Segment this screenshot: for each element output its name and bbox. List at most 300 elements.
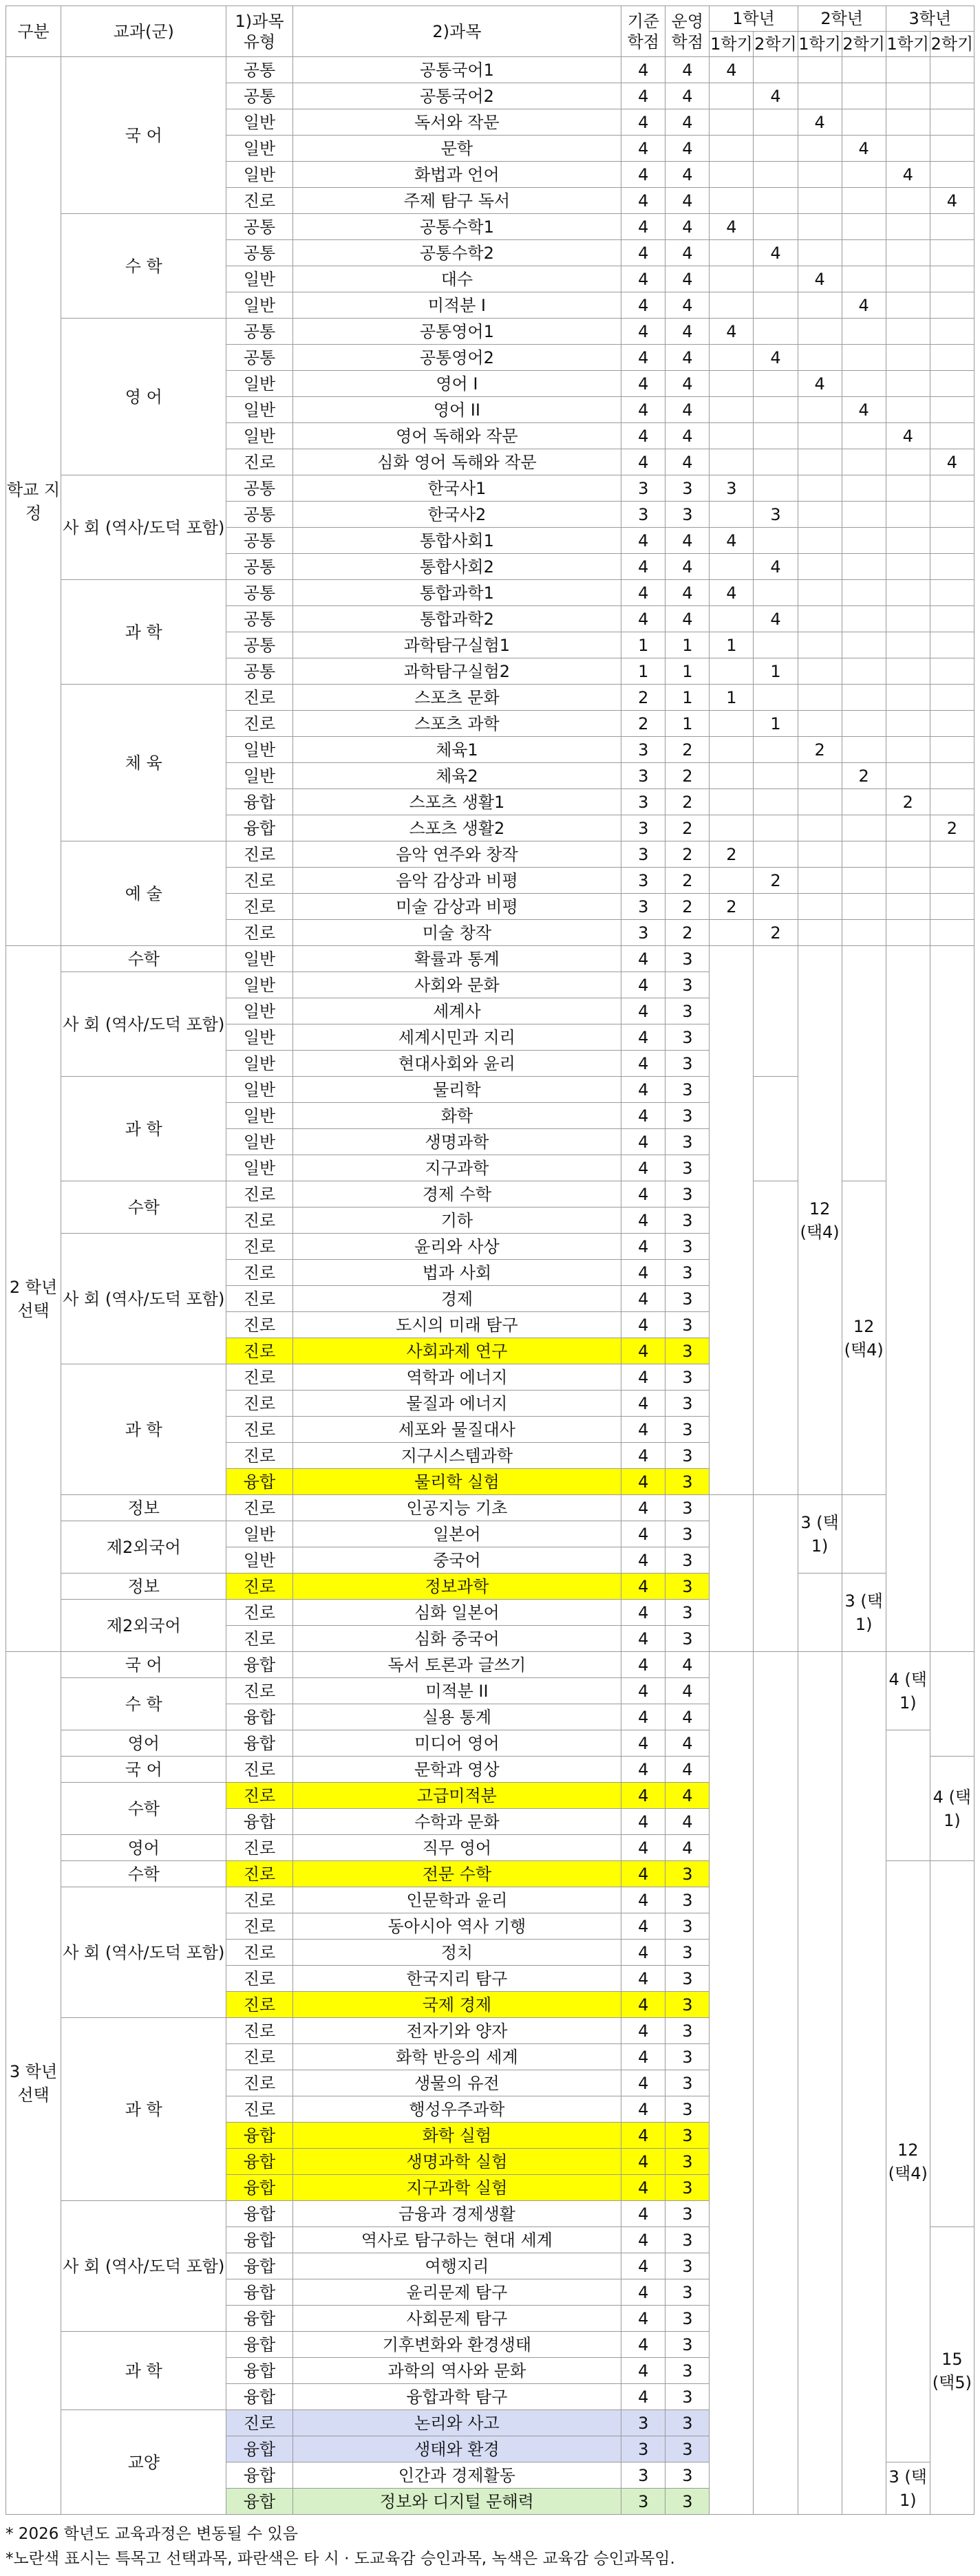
base-credit: 4	[621, 449, 665, 475]
base-credit: 4	[621, 2070, 665, 2096]
table-row	[6, 946, 974, 972]
subject-type: 일반	[226, 1024, 292, 1051]
semester-credit	[842, 528, 886, 554]
subject-group: 정보	[61, 1495, 226, 1521]
base-credit: 4	[621, 1600, 665, 1626]
base-credit: 4	[621, 606, 665, 632]
header-year2: 2학년	[798, 6, 886, 32]
subject-type: 진로	[226, 1913, 292, 1940]
base-credit: 4	[621, 1887, 665, 1913]
subject-type: 진로	[226, 1966, 292, 1992]
subject-group: 정보	[61, 1574, 226, 1600]
subject-group: 사 회 (역사/도덕 포함)	[61, 1234, 226, 1364]
semester-credit	[798, 449, 842, 475]
operating-credit: 1	[665, 658, 710, 685]
subject-type: 진로	[226, 1626, 292, 1652]
subject-type: 일반	[226, 1051, 292, 1077]
semester-credit	[798, 841, 842, 868]
subject-type: 융합	[226, 2436, 292, 2462]
subject-group: 과 학	[61, 1364, 226, 1495]
header-year3: 3학년	[886, 6, 974, 32]
semester-block	[886, 946, 930, 1652]
table-row	[6, 580, 974, 606]
subject-name: 공통영어1	[292, 319, 621, 345]
base-credit: 4	[621, 1809, 665, 1835]
subject-type: 진로	[226, 1338, 292, 1364]
semester-credit	[930, 214, 974, 240]
subject-group: 과 학	[61, 2332, 226, 2410]
base-credit: 4	[621, 2149, 665, 2175]
semester-credit: 4	[754, 83, 798, 109]
semester-credit	[710, 371, 754, 397]
semester-credit	[754, 371, 798, 397]
subject-type: 융합	[226, 1469, 292, 1495]
semester-credit	[886, 449, 930, 475]
base-credit: 4	[621, 1992, 665, 2018]
base-credit: 4	[621, 554, 665, 580]
semester-credit	[886, 528, 930, 554]
operating-credit: 2	[665, 841, 710, 868]
semester-credit	[886, 397, 930, 423]
semester-credit	[842, 371, 886, 397]
base-credit: 4	[621, 1077, 665, 1103]
operating-credit: 3	[665, 1417, 710, 1443]
subject-type: 융합	[226, 1652, 292, 1678]
semester-credit	[842, 345, 886, 371]
subject-name: 정보와 디지털 문해력	[292, 2489, 621, 2515]
base-credit: 2	[621, 685, 665, 711]
subject-name: 금융과 경제생활	[292, 2201, 621, 2227]
semester-block	[930, 946, 974, 1652]
semester-credit	[754, 292, 798, 319]
base-credit: 2	[621, 711, 665, 737]
subject-type: 공통	[226, 214, 292, 240]
subject-name: 생태와 환경	[292, 2436, 621, 2462]
subject-type: 융합	[226, 2253, 292, 2279]
semester-credit	[798, 188, 842, 214]
semester-credit	[798, 789, 842, 815]
operating-credit: 3	[665, 1940, 710, 1966]
base-credit: 4	[621, 1208, 665, 1234]
semester-credit	[930, 319, 974, 345]
semester-credit	[930, 162, 974, 188]
base-credit: 4	[621, 2096, 665, 2123]
subject-group: 국 어	[61, 57, 226, 214]
header-type: 1)과목 유형	[226, 6, 292, 57]
semester-credit	[754, 475, 798, 502]
semester-credit	[798, 528, 842, 554]
subject-group: 사 회 (역사/도덕 포함)	[61, 972, 226, 1077]
semester-credit	[886, 475, 930, 502]
subject-type: 일반	[226, 946, 292, 972]
semester-credit	[930, 554, 974, 580]
semester-credit	[842, 711, 886, 737]
subject-type: 진로	[226, 920, 292, 946]
subject-type: 진로	[226, 2018, 292, 2044]
semester-credit	[842, 554, 886, 580]
subject-type: 융합	[226, 2332, 292, 2358]
subject-name: 역사로 탐구하는 현대 세계	[292, 2227, 621, 2253]
subject-type: 융합	[226, 1809, 292, 1835]
semester-credit: 3	[754, 502, 798, 528]
subject-type: 진로	[226, 1835, 292, 1861]
operating-credit: 2	[665, 789, 710, 815]
operating-credit: 3	[665, 1443, 710, 1469]
operating-credit: 4	[665, 528, 710, 554]
base-credit: 3	[621, 868, 665, 894]
operating-credit: 3	[665, 2175, 710, 2201]
operating-credit: 3	[665, 1887, 710, 1913]
semester-block	[798, 1574, 842, 1652]
subject-type: 일반	[226, 371, 292, 397]
base-credit: 4	[621, 1103, 665, 1129]
semester-credit	[930, 266, 974, 292]
semester-credit	[886, 868, 930, 894]
operating-credit: 3	[665, 946, 710, 972]
base-credit: 1	[621, 632, 665, 658]
subject-name: 생명과학	[292, 1129, 621, 1155]
base-credit: 4	[621, 1521, 665, 1547]
subject-type: 공통	[226, 580, 292, 606]
subject-group: 영어	[61, 1835, 226, 1861]
semester-credit	[930, 711, 974, 737]
operating-credit: 3	[665, 1103, 710, 1129]
semester-credit	[930, 580, 974, 606]
semester-credit	[754, 841, 798, 868]
footnotes	[6, 2522, 974, 2571]
operating-credit: 3	[665, 1574, 710, 1600]
subject-group: 수학	[61, 946, 226, 972]
subject-type: 일반	[226, 737, 292, 763]
operating-credit: 3	[665, 1155, 710, 1181]
semester-credit: 4	[798, 371, 842, 397]
base-credit: 4	[621, 2227, 665, 2253]
subject-name: 과학탐구실험2	[292, 658, 621, 685]
operating-credit: 2	[665, 737, 710, 763]
operating-credit: 3	[665, 2096, 710, 2123]
subject-name: 통합과학1	[292, 580, 621, 606]
subject-type: 일반	[226, 1077, 292, 1103]
subject-name: 확률과 통계	[292, 946, 621, 972]
curriculum-document	[6, 6, 974, 2571]
semester-credit	[930, 685, 974, 711]
semester-credit	[842, 83, 886, 109]
operating-credit: 3	[665, 1234, 710, 1260]
subject-type: 일반	[226, 1129, 292, 1155]
subject-name: 미디어 영어	[292, 1730, 621, 1757]
subject-type: 일반	[226, 292, 292, 319]
section-label: 3 학년 선택	[6, 1652, 61, 2515]
semester-credit	[886, 632, 930, 658]
subject-name: 스포츠 문화	[292, 685, 621, 711]
header-year1: 1학년	[710, 6, 798, 32]
operating-credit: 3	[665, 2279, 710, 2306]
subject-name: 세계시민과 지리	[292, 1024, 621, 1051]
operating-credit: 2	[665, 920, 710, 946]
subject-name: 공통국어2	[292, 83, 621, 109]
semester-credit	[754, 685, 798, 711]
operating-credit: 4	[665, 57, 710, 83]
semester-credit	[842, 449, 886, 475]
semester-credit	[930, 240, 974, 266]
semester-credit	[754, 162, 798, 188]
subject-name: 논리와 사고	[292, 2410, 621, 2436]
subject-type: 진로	[226, 1286, 292, 1312]
subject-name: 대수	[292, 266, 621, 292]
subject-name: 중국어	[292, 1547, 621, 1574]
base-credit: 4	[621, 998, 665, 1024]
base-credit: 4	[621, 188, 665, 214]
semester-credit: 4	[710, 57, 754, 83]
semester-credit	[930, 502, 974, 528]
base-credit: 4	[621, 528, 665, 554]
semester-credit	[842, 737, 886, 763]
semester-credit: 2	[886, 789, 930, 815]
subject-type: 융합	[226, 2201, 292, 2227]
header-y3-sem2: 2학기	[930, 32, 974, 57]
subject-type: 진로	[226, 1364, 292, 1391]
semester-credit: 1	[710, 685, 754, 711]
base-credit: 4	[621, 1940, 665, 1966]
subject-type: 진로	[226, 868, 292, 894]
semester-credit	[842, 632, 886, 658]
subject-name: 스포츠 생활1	[292, 789, 621, 815]
subject-type: 진로	[226, 1260, 292, 1286]
operating-credit: 3	[665, 2123, 710, 2149]
table-row	[6, 214, 974, 240]
subject-name: 도시의 미래 탐구	[292, 1312, 621, 1338]
base-credit: 4	[621, 2175, 665, 2201]
operating-credit: 1	[665, 711, 710, 737]
base-credit: 4	[621, 319, 665, 345]
semester-credit	[798, 319, 842, 345]
table-row	[6, 841, 974, 868]
semester-credit	[798, 502, 842, 528]
base-credit: 4	[621, 1626, 665, 1652]
semester-credit	[754, 319, 798, 345]
subject-type: 일반	[226, 162, 292, 188]
semester-credit: 4	[710, 214, 754, 240]
subject-name: 정치	[292, 1940, 621, 1966]
subject-name: 생물의 유전	[292, 2070, 621, 2096]
base-credit: 3	[621, 763, 665, 789]
semester-credit	[842, 894, 886, 920]
semester-credit	[930, 83, 974, 109]
subject-type: 일반	[226, 1155, 292, 1181]
subject-name: 영어 II	[292, 397, 621, 423]
subject-type: 일반	[226, 998, 292, 1024]
operating-credit: 3	[665, 1547, 710, 1574]
semester-credit	[710, 502, 754, 528]
subject-group: 수 학	[61, 214, 226, 319]
semester-credit	[842, 502, 886, 528]
selection-credit: 15 (택5)	[930, 2227, 974, 2515]
semester-credit	[710, 554, 754, 580]
semester-block	[710, 1652, 754, 2515]
operating-credit: 3	[665, 1626, 710, 1652]
subject-name: 미적분 II	[292, 1678, 621, 1704]
subject-type: 진로	[226, 894, 292, 920]
subject-name: 여행지리	[292, 2253, 621, 2279]
base-credit: 4	[621, 580, 665, 606]
semester-credit	[798, 815, 842, 841]
semester-credit	[754, 423, 798, 449]
semester-credit	[886, 188, 930, 214]
semester-credit	[798, 920, 842, 946]
base-credit: 4	[621, 371, 665, 397]
semester-credit	[710, 345, 754, 371]
subject-type: 공통	[226, 345, 292, 371]
operating-credit: 3	[665, 502, 710, 528]
subject-type: 일반	[226, 1103, 292, 1129]
operating-credit: 4	[665, 423, 710, 449]
semester-credit	[710, 737, 754, 763]
semester-block	[930, 1652, 974, 1757]
base-credit: 4	[621, 83, 665, 109]
semester-block	[754, 946, 798, 1077]
base-credit: 4	[621, 1443, 665, 1469]
semester-credit: 2	[930, 815, 974, 841]
semester-credit	[710, 83, 754, 109]
semester-credit	[842, 188, 886, 214]
base-credit: 4	[621, 1652, 665, 1678]
operating-credit: 4	[665, 109, 710, 136]
subject-type: 융합	[226, 1704, 292, 1730]
subject-type: 공통	[226, 632, 292, 658]
subject-name: 공통영어2	[292, 345, 621, 371]
base-credit: 4	[621, 1861, 665, 1887]
semester-credit	[798, 554, 842, 580]
operating-credit: 4	[665, 1835, 710, 1861]
subject-type: 공통	[226, 658, 292, 685]
semester-credit	[930, 658, 974, 685]
subject-name: 독서 토론과 글쓰기	[292, 1652, 621, 1678]
operating-credit: 3	[665, 972, 710, 998]
operating-credit: 4	[665, 371, 710, 397]
operating-credit: 3	[665, 2332, 710, 2358]
subject-name: 한국지리 탐구	[292, 1966, 621, 1992]
semester-credit	[842, 109, 886, 136]
subject-name: 공통수학1	[292, 214, 621, 240]
semester-credit	[930, 606, 974, 632]
semester-credit	[842, 658, 886, 685]
subject-name: 지구과학 실험	[292, 2175, 621, 2201]
operating-credit: 3	[665, 2462, 710, 2489]
subject-type: 진로	[226, 188, 292, 214]
operating-credit: 4	[665, 606, 710, 632]
subject-name: 지구과학	[292, 1155, 621, 1181]
subject-name: 세계사	[292, 998, 621, 1024]
operating-credit: 3	[665, 1469, 710, 1495]
operating-credit: 3	[665, 2358, 710, 2384]
header-base-credit: 기준 학점	[621, 6, 665, 57]
semester-credit	[930, 397, 974, 423]
base-credit: 4	[621, 1364, 665, 1391]
base-credit: 4	[621, 1312, 665, 1338]
semester-credit: 4	[886, 162, 930, 188]
semester-block	[754, 1652, 798, 2515]
subject-type: 융합	[226, 2227, 292, 2253]
base-credit: 4	[621, 1469, 665, 1495]
subject-name: 전문 수학	[292, 1861, 621, 1887]
subject-name: 실용 통계	[292, 1704, 621, 1730]
operating-credit: 3	[665, 998, 710, 1024]
subject-name: 스포츠 과학	[292, 711, 621, 737]
semester-credit	[798, 292, 842, 319]
subject-type: 일반	[226, 109, 292, 136]
subject-type: 진로	[226, 1678, 292, 1704]
operating-credit: 3	[665, 1521, 710, 1547]
selection-credit: 12 (택4)	[842, 1181, 886, 1495]
semester-credit	[798, 397, 842, 423]
header-y1-sem1: 1학기	[710, 32, 754, 57]
subject-group: 교양	[61, 2410, 226, 2515]
base-credit: 4	[621, 1495, 665, 1521]
base-credit: 4	[621, 136, 665, 162]
semester-credit: 4	[930, 449, 974, 475]
semester-credit	[710, 920, 754, 946]
header-y1-sem2: 2학기	[754, 32, 798, 57]
semester-credit	[886, 266, 930, 292]
semester-credit	[710, 606, 754, 632]
operating-credit: 4	[665, 345, 710, 371]
operating-credit: 3	[665, 2436, 710, 2462]
semester-credit	[930, 763, 974, 789]
subject-name: 윤리와 사상	[292, 1234, 621, 1260]
operating-credit: 4	[665, 449, 710, 475]
subject-name: 스포츠 생활2	[292, 815, 621, 841]
operating-credit: 3	[665, 1966, 710, 1992]
table-header	[6, 6, 974, 57]
selection-credit: 3 (택1)	[842, 1574, 886, 1652]
subject-name: 과학의 역사와 문화	[292, 2358, 621, 2384]
selection-credit: 3 (택1)	[798, 1495, 842, 1574]
subject-type: 일반	[226, 1521, 292, 1547]
base-credit: 4	[621, 2253, 665, 2279]
base-credit: 4	[621, 2201, 665, 2227]
semester-credit: 2	[710, 894, 754, 920]
semester-credit	[842, 606, 886, 632]
semester-credit: 2	[842, 763, 886, 789]
base-credit: 4	[621, 1260, 665, 1286]
subject-name: 화법과 언어	[292, 162, 621, 188]
semester-credit	[798, 868, 842, 894]
subject-name: 체육1	[292, 737, 621, 763]
subject-type: 융합	[226, 2462, 292, 2489]
semester-credit	[754, 894, 798, 920]
base-credit: 4	[621, 1547, 665, 1574]
subject-name: 심화 영어 독해와 작문	[292, 449, 621, 475]
subject-name: 과학탐구실험1	[292, 632, 621, 658]
subject-type: 일반	[226, 266, 292, 292]
semester-credit	[842, 789, 886, 815]
operating-credit: 1	[665, 632, 710, 658]
semester-credit	[930, 737, 974, 763]
operating-credit: 3	[665, 1024, 710, 1051]
subject-type: 진로	[226, 1887, 292, 1913]
subject-group: 제2외국어	[61, 1600, 226, 1652]
subject-name: 음악 감상과 비평	[292, 868, 621, 894]
semester-credit	[710, 266, 754, 292]
semester-credit: 1	[754, 711, 798, 737]
semester-credit: 2	[710, 841, 754, 868]
semester-credit	[798, 685, 842, 711]
subject-name: 인간과 경제활동	[292, 2462, 621, 2489]
base-credit: 4	[621, 1286, 665, 1312]
subject-name: 심화 일본어	[292, 1600, 621, 1626]
base-credit: 4	[621, 1391, 665, 1417]
semester-credit	[886, 57, 930, 83]
